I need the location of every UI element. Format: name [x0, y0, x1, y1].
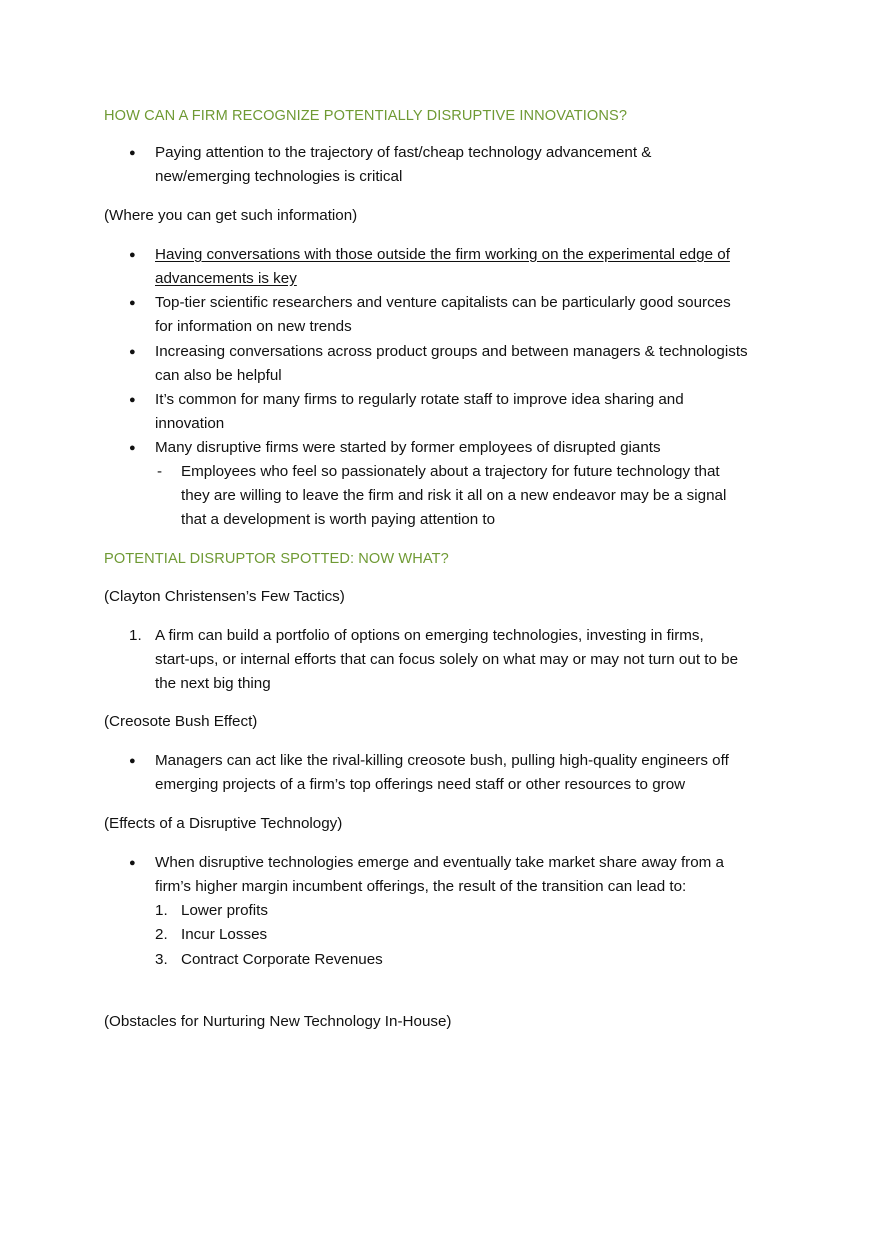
- bullet-text: Many disruptive firms were started by former employees of disrupted giants: [155, 439, 661, 456]
- sub-item-text: Employees who feel so passionately about a trajectory for future technology that they are willing to leave the firm and risk it all on a new endeavor may be a signal that a development is worth paying attention to: [181, 463, 727, 528]
- bullet-icon: ●: [129, 297, 136, 309]
- bullet-icon: ●: [129, 346, 136, 358]
- bullet-text: Having conversations with those outside the firm working on the experimental edge of advancements is key: [155, 246, 730, 287]
- bullet-icon: ●: [129, 857, 136, 869]
- paragraph-creosote: (Creosote Bush Effect): [104, 713, 258, 730]
- number-marker: 3.: [155, 951, 168, 968]
- bullet-text: It’s common for many firms to regularly rotate staff to improve idea sharing and innovation: [155, 391, 684, 432]
- number-marker: 2.: [155, 926, 168, 943]
- numbered-item-text: Lower profits: [181, 902, 268, 919]
- section-heading-recognize: HOW CAN A FIRM RECOGNIZE POTENTIALLY DISRUPTIVE INNOVATIONS?: [104, 108, 628, 124]
- bullet-icon: ●: [129, 442, 136, 454]
- bullet-text: Paying attention to the trajectory of fast/cheap technology advancement & new/emerging technologies is critical: [155, 144, 652, 185]
- numbered-item-text: Contract Corporate Revenues: [181, 951, 383, 968]
- bullet-text: When disruptive technologies emerge and eventually take market share away from a firm’s higher margin incumbent offerings, the result of the transition can lead to:: [155, 854, 724, 895]
- paragraph-effects: (Effects of a Disruptive Technology): [104, 815, 343, 832]
- paragraph-where-info: (Where you can get such information): [104, 207, 358, 224]
- numbered-item-text: Incur Losses: [181, 926, 268, 943]
- bullet-icon: ●: [129, 755, 136, 767]
- bullet-icon: ●: [129, 249, 136, 261]
- paragraph-obstacles: (Obstacles for Nurturing New Technology In-House): [104, 1013, 452, 1030]
- paragraph-tactics: (Clayton Christensen’s Few Tactics): [104, 588, 345, 605]
- dash-marker: -: [157, 463, 163, 480]
- bullet-icon: ●: [129, 394, 136, 406]
- number-marker: 1.: [129, 627, 142, 644]
- numbered-item-text: A firm can build a portfolio of options on emerging technologies, investing in firms, start-ups, or internal efforts that can focus solely on what may or may not turn out to be the next big thing: [155, 627, 739, 692]
- number-marker: 1.: [155, 902, 168, 919]
- bullet-text: Managers can act like the rival-killing creosote bush, pulling high-quality engineers off emerging projects of a firm’s top offerings need staff or other resources to grow: [155, 752, 729, 793]
- bullet-text: Increasing conversations across product groups and between managers & technologists can also be helpful: [155, 343, 748, 384]
- bullet-text: Top-tier scientific researchers and venture capitalists can be particularly good sources for information on new trends: [155, 294, 731, 335]
- section-heading-disruptor-spotted: POTENTIAL DISRUPTOR SPOTTED: NOW WHAT?: [104, 551, 449, 567]
- bullet-icon: ●: [129, 147, 136, 159]
